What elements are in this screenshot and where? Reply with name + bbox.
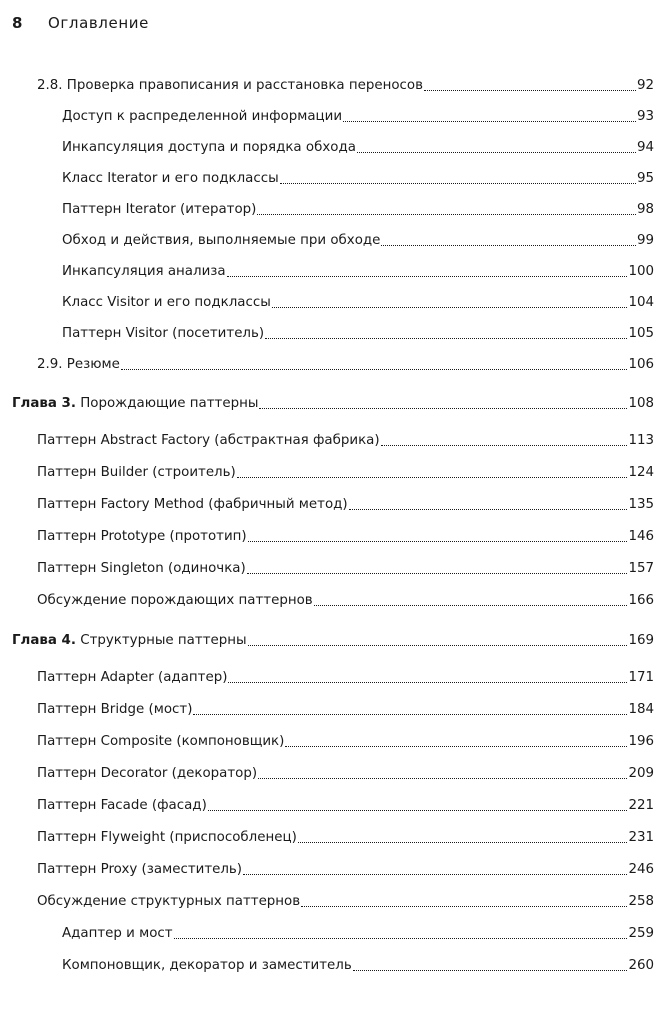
chapter-prefix: Глава 3. <box>12 396 76 411</box>
toc-page-number: 124 <box>628 465 654 480</box>
toc-entry-title: Обсуждение структурных паттернов <box>37 894 301 909</box>
toc-page-number: 104 <box>628 295 654 310</box>
toc-entry-title: Доступ к распределенной информации <box>62 109 343 124</box>
toc-entry[interactable] <box>62 134 654 156</box>
toc-page-number: 169 <box>628 633 654 648</box>
toc-page-number: 108 <box>628 396 654 411</box>
toc-page-number: 258 <box>628 894 654 909</box>
toc-page-number: 113 <box>628 433 654 448</box>
toc-page-number: 166 <box>628 593 654 608</box>
toc-entry[interactable] <box>37 856 654 878</box>
dot-leader <box>272 307 628 308</box>
dot-leader <box>247 573 628 574</box>
dot-leader <box>381 245 636 246</box>
dot-leader <box>258 778 627 779</box>
toc-page-number: 93 <box>636 109 654 124</box>
toc-entry[interactable] <box>62 103 654 125</box>
toc-entry-title: Паттерн Flyweight (приспособленец) <box>37 830 297 845</box>
toc-entry[interactable] <box>37 587 654 609</box>
toc-entry[interactable] <box>37 459 654 481</box>
toc-entry-title: Паттерн Proxy (заместитель) <box>37 862 243 877</box>
toc-entry[interactable] <box>37 824 654 846</box>
toc-entry[interactable] <box>37 427 654 449</box>
toc-entry[interactable] <box>62 320 654 342</box>
toc-page-number: 92 <box>636 78 654 93</box>
dot-leader <box>301 906 627 907</box>
dot-leader <box>314 605 628 606</box>
dot-leader <box>193 714 627 715</box>
dot-leader <box>174 938 628 939</box>
toc-entry-title <box>12 396 258 412</box>
toc-entry-title: Паттерн Factory Method (фабричный метод) <box>37 497 348 512</box>
toc-page-number: 259 <box>628 926 654 941</box>
toc-entry[interactable] <box>62 952 654 974</box>
toc-chapter-entry[interactable] <box>12 627 654 649</box>
dot-leader <box>353 970 628 971</box>
toc-page-number: 221 <box>628 798 654 813</box>
toc-entry-title: Инкапсуляция доступа и порядка обхода <box>62 140 356 155</box>
toc-entry[interactable] <box>37 664 654 686</box>
dot-leader <box>381 445 628 446</box>
toc-page-number: 135 <box>628 497 654 512</box>
toc-page-number: 98 <box>636 202 654 217</box>
toc-entry[interactable] <box>37 792 654 814</box>
toc-entry-title: Паттерн Bridge (мост) <box>37 702 193 717</box>
dot-leader <box>259 408 627 409</box>
dot-leader <box>121 369 628 370</box>
toc-entry[interactable] <box>37 351 654 373</box>
toc-entry-title: Паттерн Adapter (адаптер) <box>37 670 228 685</box>
toc-entry-title: 2.8. Проверка правописания и расстановка переносов <box>37 78 424 93</box>
toc-entry[interactable] <box>37 696 654 718</box>
toc-page-number: 99 <box>636 233 654 248</box>
toc-page-number: 209 <box>628 766 654 781</box>
toc-entry-title: Обсуждение порождающих паттернов <box>37 593 313 608</box>
toc-page-number: 157 <box>628 561 654 576</box>
page-header <box>12 12 656 34</box>
toc-page-number: 231 <box>628 830 654 845</box>
toc-entry-title: Класс Iterator и его подклассы <box>62 171 279 186</box>
toc-page-number: 260 <box>628 958 654 973</box>
toc-entry-title: Паттерн Decorator (декоратор) <box>37 766 258 781</box>
toc-page-number: 94 <box>636 140 654 155</box>
toc-entry-title: Паттерн Iterator (итератор) <box>62 202 257 217</box>
toc-entry-title <box>12 633 247 649</box>
toc-page-number: 171 <box>628 670 654 685</box>
chapter-prefix: Глава 4. <box>12 633 76 648</box>
toc-entry[interactable] <box>62 920 654 942</box>
dot-leader <box>285 746 627 747</box>
toc-entry-title: Адаптер и мост <box>62 926 173 941</box>
toc-entry[interactable] <box>62 258 654 280</box>
toc-entry-title: Паттерн Composite (компоновщик) <box>37 734 285 749</box>
toc-entry[interactable] <box>62 289 654 311</box>
dot-leader <box>248 541 628 542</box>
toc-entry-title: Паттерн Builder (строитель) <box>37 465 236 480</box>
toc-page-number: 106 <box>628 357 654 372</box>
toc-entry[interactable] <box>37 555 654 577</box>
toc-page-number: 146 <box>628 529 654 544</box>
toc-entry-title: Паттерн Abstract Factory (абстрактная фабрика) <box>37 433 380 448</box>
toc-page-number: 100 <box>628 264 654 279</box>
dot-leader <box>343 121 636 122</box>
toc-entry-title: Класс Visitor и его подклассы <box>62 295 271 310</box>
toc-entry-title: 2.9. Резюме <box>37 357 120 372</box>
dot-leader <box>208 810 628 811</box>
page-number: 8 <box>12 14 23 32</box>
dot-leader <box>357 152 636 153</box>
toc-entry[interactable] <box>62 196 654 218</box>
running-title: Оглавление <box>48 14 149 32</box>
toc-entry-title: Паттерн Prototype (прототип) <box>37 529 247 544</box>
dot-leader <box>349 509 628 510</box>
toc-page-number: 95 <box>636 171 654 186</box>
toc-entry-title: Паттерн Visitor (посетитель) <box>62 326 265 341</box>
dot-leader <box>237 477 628 478</box>
toc-entry-title: Паттерн Singleton (одиночка) <box>37 561 246 576</box>
chapter-title: Порождающие паттерны <box>80 396 259 411</box>
toc-entry[interactable] <box>37 523 654 545</box>
dot-leader <box>243 874 627 875</box>
dot-leader <box>257 214 636 215</box>
dot-leader <box>298 842 628 843</box>
dot-leader <box>424 90 636 91</box>
toc-entry[interactable] <box>62 165 654 187</box>
toc-entry[interactable] <box>37 760 654 782</box>
toc-page-number: 246 <box>628 862 654 877</box>
toc-page-number: 105 <box>628 326 654 341</box>
dot-leader <box>227 276 628 277</box>
toc-entry[interactable] <box>37 72 654 94</box>
dot-leader <box>248 645 628 646</box>
toc-chapter-entry[interactable] <box>12 390 654 412</box>
toc-entry-title: Паттерн Facade (фасад) <box>37 798 207 813</box>
toc-entry[interactable] <box>37 491 654 513</box>
toc-entry-title: Обход и действия, выполняемые при обходе <box>62 233 381 248</box>
chapter-title: Структурные паттерны <box>80 633 247 648</box>
toc-entry[interactable] <box>37 888 654 910</box>
toc-entry-title: Инкапсуляция анализа <box>62 264 226 279</box>
toc-page-number: 196 <box>628 734 654 749</box>
toc-entry[interactable] <box>37 728 654 750</box>
toc-page-number: 184 <box>628 702 654 717</box>
dot-leader <box>265 338 627 339</box>
dot-leader <box>228 682 627 683</box>
toc-entry-title: Компоновщик, декоратор и заместитель <box>62 958 352 973</box>
dot-leader <box>280 183 636 184</box>
toc-entry[interactable] <box>62 227 654 249</box>
